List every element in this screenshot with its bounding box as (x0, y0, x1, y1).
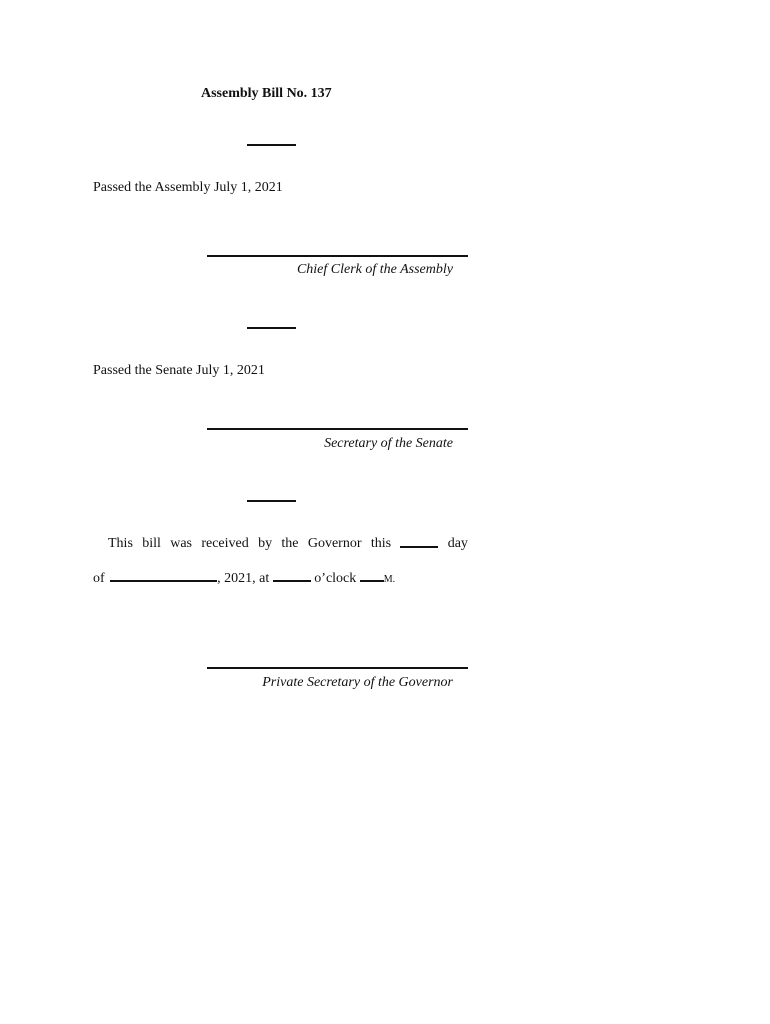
received-word: was (170, 536, 192, 551)
meridiem-blank (360, 570, 384, 582)
received-word: This (108, 536, 133, 551)
received-word: this (370, 536, 392, 551)
month-blank (110, 570, 217, 582)
received-word: Governor (307, 536, 362, 551)
assembly-signer-caption: Chief Clerk of the Assembly (296, 262, 453, 277)
received-word: the (281, 536, 299, 551)
meridiem-suffix: M. (383, 574, 396, 585)
section-divider (247, 144, 296, 146)
received-word: received (201, 536, 249, 551)
received-word: by (258, 536, 273, 551)
senate-passed-text: Passed the Senate July 1, 2021 (93, 363, 265, 378)
assembly-signature-line (207, 255, 468, 257)
day-blank (400, 536, 438, 548)
bill-title: Assembly Bill No. 137 (201, 86, 332, 101)
governor-date-line (93, 570, 395, 587)
senate-signature-line (207, 428, 468, 430)
oclock-text: o’clock (314, 571, 357, 586)
day-label: day (447, 536, 468, 551)
governor-signer-caption: Private Secretary of the Governor (262, 675, 453, 690)
senate-signer-caption: Secretary of the Senate (324, 436, 453, 451)
governor-signature-line (207, 667, 468, 669)
of-label: of (93, 571, 105, 586)
assembly-passed-text: Passed the Assembly July 1, 2021 (93, 180, 283, 195)
section-divider (247, 327, 296, 329)
section-divider (247, 500, 296, 502)
received-word: bill (142, 536, 161, 551)
hour-blank (273, 570, 311, 582)
governor-received-line (93, 536, 468, 552)
year-text: , 2021, at (217, 571, 270, 586)
